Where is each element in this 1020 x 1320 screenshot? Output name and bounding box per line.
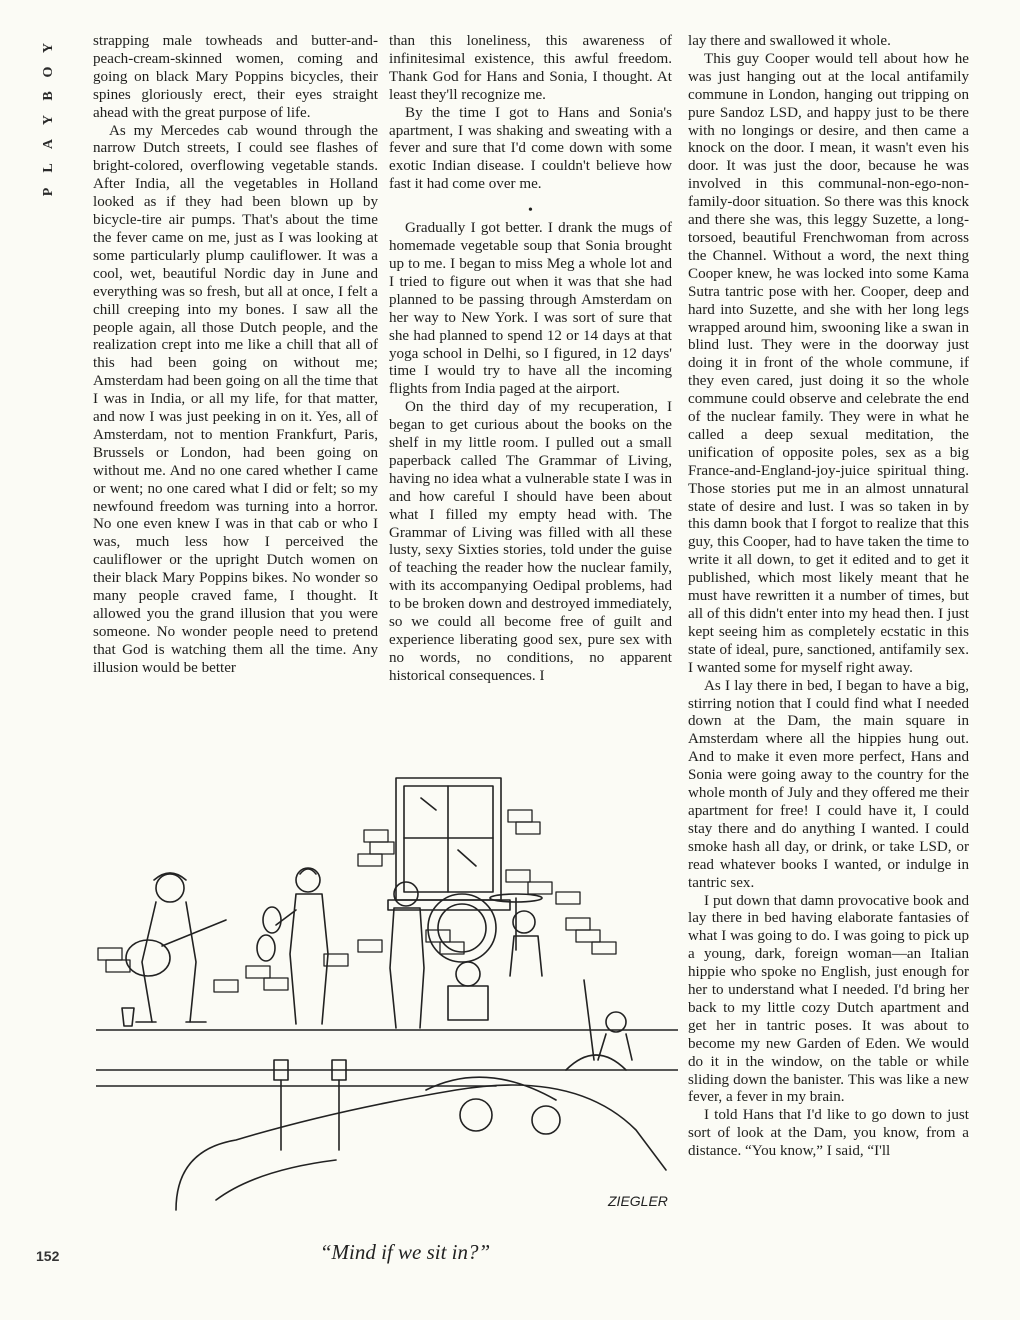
- text-column-1: [93, 33, 378, 678]
- parking-meters: [274, 1060, 346, 1150]
- singer: [390, 882, 424, 1028]
- section-break-bullet: •: [528, 203, 533, 219]
- bass-player: [584, 980, 632, 1060]
- paragraph: than this loneliness, this awareness of infinitesimal existence, this awful freedom. Thank God for Hans and Sonia, I thought. At least they'll recognize me.: [389, 33, 672, 103]
- cartoon-illustration: [96, 770, 678, 1220]
- masthead: [36, 36, 62, 204]
- masthead-letter: L: [41, 163, 56, 173]
- page-number: 152: [36, 1248, 60, 1264]
- masthead-letter: Y: [41, 42, 56, 54]
- tip-cup: [122, 1008, 134, 1026]
- guitar-player: [126, 873, 226, 1022]
- cartoon-signature: ZIEGLER: [608, 1193, 668, 1209]
- masthead-letter: Y: [41, 114, 56, 126]
- cartoon-caption: “Mind if we sit in?”: [319, 1240, 491, 1264]
- text-column-2: [389, 33, 672, 686]
- paragraph: By the time I got to Hans and Sonia's apartment, I was shaking and sweating with a fever and sure that I'd come down with some exotic Indian disease. I couldn't believe how fast it had come over me.: [389, 104, 672, 193]
- drummer: [490, 894, 542, 976]
- paragraph: I put down that damn provocative book and lay there in bed having elaborate fantasies of what I was going to do. I was going to pick up a young, dark, foreign woman—an Italian hippie who spoke no English, just enough for her to understand what I needed. I'd bring her back to my little cozy Dutch apartment and get her in tantric poses. It was about to become my new Garden of Eden. We would do it in the window, on the table or while sliding down the banister. This was like a new fever, a fever in my brain.: [688, 892, 969, 1106]
- masthead-letter: B: [41, 91, 56, 101]
- masthead-letter: O: [41, 66, 56, 78]
- paragraph: As my Mercedes cab wound through the narrow Dutch streets, I could see flashes of bright-colored, overflowing vegetable stands. After India, all the vegetables in Holland looked as if they had been blown up by bicycle-tire air pumps. That's about the time the fever came on me, just as I was looking at some particularly plump cauliflower. It was a cool, wet, beautiful Nordic day in June and everything was so fresh, but all at once, I felt a chill creeping into my bones. I saw all the people again, all those Dutch people, and the realization crept into me like a chill that all of this had been going on without me; Amsterdam had been going on all the time that I was in India, or all my life, for that matter, and now I was just peeking in on it. Yes, all of Amsterdam, not to mention Frankfurt, Paris, Brussels or London, had been going on without me. And no one cared whether I came or went; no one cared what I did or felt; so my newfound freedom was turning into a horror. No one even knew I was in that cab or who I was, much less how I perceived the cauliflower or the upright Dutch women on their black Mary Poppins bikes. No wonder so many people craved fame, I thought. It allowed you the grand illusion that you were someone. No wonder people need to pretend that God is watching them all the time. Any illusion would be better: [93, 122, 378, 676]
- paragraph: As I lay there in bed, I began to have a big, stirring notion that I could find what I needed down at the Dam, the main square in Amsterdam where all the hippies hung out. And to make it even more perfect, Hans and Sonia were going away to the country for the whole month of July and they offered me their apartment for free! I could have it, I could stay there and do anything I wanted. I could smoke hash all day, or drink, or take LSD, or read whatever books I wanted, or indulge in tantric sex.: [688, 677, 969, 891]
- masthead-letter: P: [41, 187, 56, 197]
- paragraph: I told Hans that I'd like to go down to just sort of look at the Dam, you know, from a distance. “You know,” I said, “I'll: [688, 1107, 969, 1160]
- masthead-letter: A: [41, 138, 56, 150]
- paragraph: This guy Cooper would tell about how he was just hanging out at the local antifamily commune in London, hanging out tripping on pure Sandoz LSD, and happy just to be there with no longings or desire, and then came a knock on the door. I mean, it wasn't even his door. It was just the door, because he was involved in this communal-non-ego-non-family-door situation. So there was this knock and there she was, this leggy Suzette, a long-torsoed, beautiful Frenchwoman from across the Channel. Without a word, the next thing Cooper knew, he was locked into some Kama Sutra tantric pose with her. Cooper, deep and hard into Suzette, and she with her long legs wrapped around him, swooning like a swan in blind lust. They were in the doorway just doing it in front of the whole commune, if they even cared, just doing it so the whole commune could observe and celebrate the end of the nuclear family. They were in what he called a deep sexual meditation, the unification of opposite poles, sex as a big France-and-England-joy-juice spiritual thing. Those stories put me in an almost unnatural state of desire and lust. I was so taken in by this damn book that I forgot to realize that this guy, this Cooper, had to have taken the time to write it all down, to get it edited and to get it published, which most likely meant that he must have rewritten it a number of times, but all of this didn't enter into my head then. I just kept seeing him as completely ecstatic in this state of ideal, pure, sanctioned, antifamily sex. I wanted some for myself right away.: [688, 50, 969, 676]
- paragraph: On the third day of my recuperation, I began to get curious about the books on the shelf in my little room. I pulled out a small paperback called The Grammar of Living, having no idea what a vulnerable state I was in and how careful I should have been about what I filled my empty head with. The Grammar of Living was filled with all these lusty, sexy Sixties stories, told under the guise of teaching the reader how the nuclear family, with its accompanying Oedipal problems, had to be broken down and destroyed immediately, so we could all become free of guilt and experience liberating good sex, pure sex with no words, no conditions, no apparent historical consequences. I: [389, 399, 672, 684]
- paragraph: strapping male towheads and butter-and-peach-cream-skinned women, coming and going on black Mary Poppins bicycles, their spines gloriously erect, their eyes straight ahead with the great purpose of life.: [93, 33, 378, 121]
- text-column-3: [688, 33, 969, 1161]
- convertible-car: [176, 1055, 666, 1210]
- maraca-player: [257, 868, 328, 1024]
- tuba-player: [428, 894, 496, 1020]
- paragraph: Gradually I got better. I drank the mugs of homemade vegetable soup that Sonia brought up to me. I began to miss Meg a whole lot and I tried to figure out when it was that she had planned to be passing through Amsterdam on her way to New York. I was sort of sure that she had planned to spend 12 or 14 days at that yoga school in Delhi, so I figured, in 12 days' time I would try to have all the incoming flights from India paged at the airport.: [389, 220, 672, 398]
- window-drawing: [388, 778, 510, 910]
- paragraph: lay there and swallowed it whole.: [688, 33, 891, 49]
